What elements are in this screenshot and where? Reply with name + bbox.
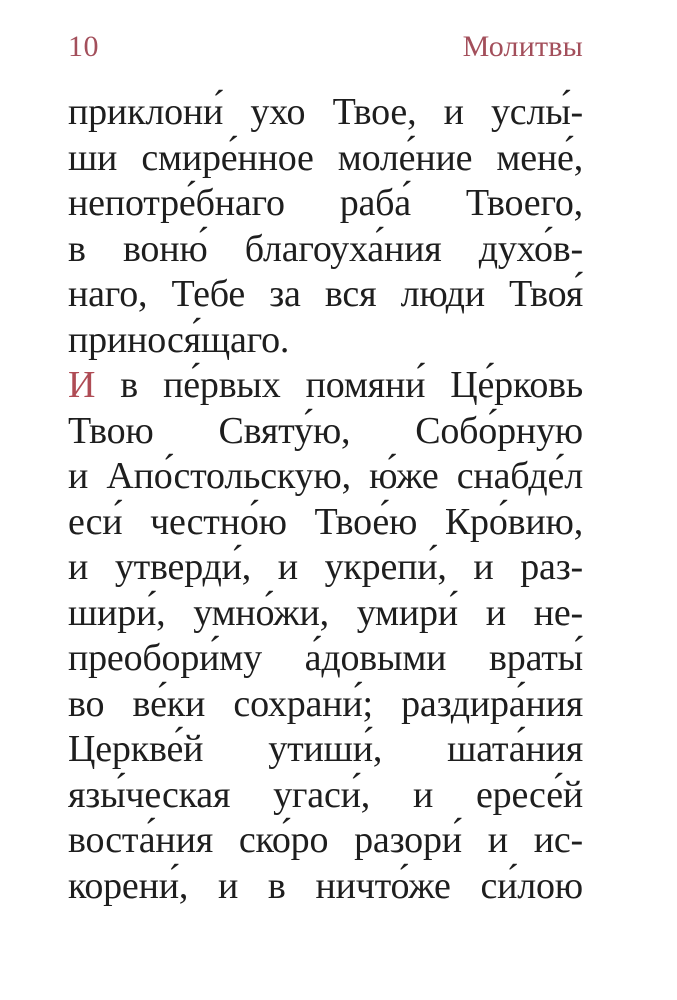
paragraph-initial: И <box>68 364 96 406</box>
text-line: приклони́ ухо Твое, и услы́- <box>68 91 583 133</box>
page-number: 10 <box>68 30 99 63</box>
running-head-title: Молитвы <box>462 30 583 63</box>
prayer-text-block <box>68 90 583 909</box>
text-line: принося́щаго. <box>68 318 290 361</box>
text-line: и Апо́стольскую, ю́же снабде́л <box>68 455 583 497</box>
text-line: еси́ честно́ю Твое́ю Кро́вию, <box>68 500 583 543</box>
text-line: шири́, умно́жи, умири́ и не- <box>68 591 583 634</box>
text-line: воста́ния ско́ро разори́ и ис- <box>68 819 583 861</box>
page-header <box>68 0 583 64</box>
text-line: корени́, и в ничто́же си́лою <box>68 864 583 907</box>
text-line: в воню́ благоуха́ния духо́в- <box>68 227 583 270</box>
text-line: язы́ческая угаси́, и ересе́й <box>68 773 583 816</box>
text-line: и утверди́, и укрепи́, и раз- <box>68 546 583 588</box>
text-line: непотре́бнаго раба́ Твоего, <box>68 182 583 224</box>
text-line: Церкве́й утиши́, шата́ния <box>68 728 583 770</box>
text-line: Твою Святу́ю, Собо́рную <box>68 409 583 452</box>
text-line: преобори́му а́довыми враты́ <box>68 637 583 679</box>
text-line: наго, Тебе за вся люди Твоя́ <box>68 273 583 315</box>
text-line: во ве́ки сохрани́; раздира́ния <box>68 682 583 725</box>
text-line: И в пе́рвых помяни́ Це́рковь <box>68 364 583 406</box>
text-line: ши смире́нное моле́ние мене́, <box>68 136 583 179</box>
